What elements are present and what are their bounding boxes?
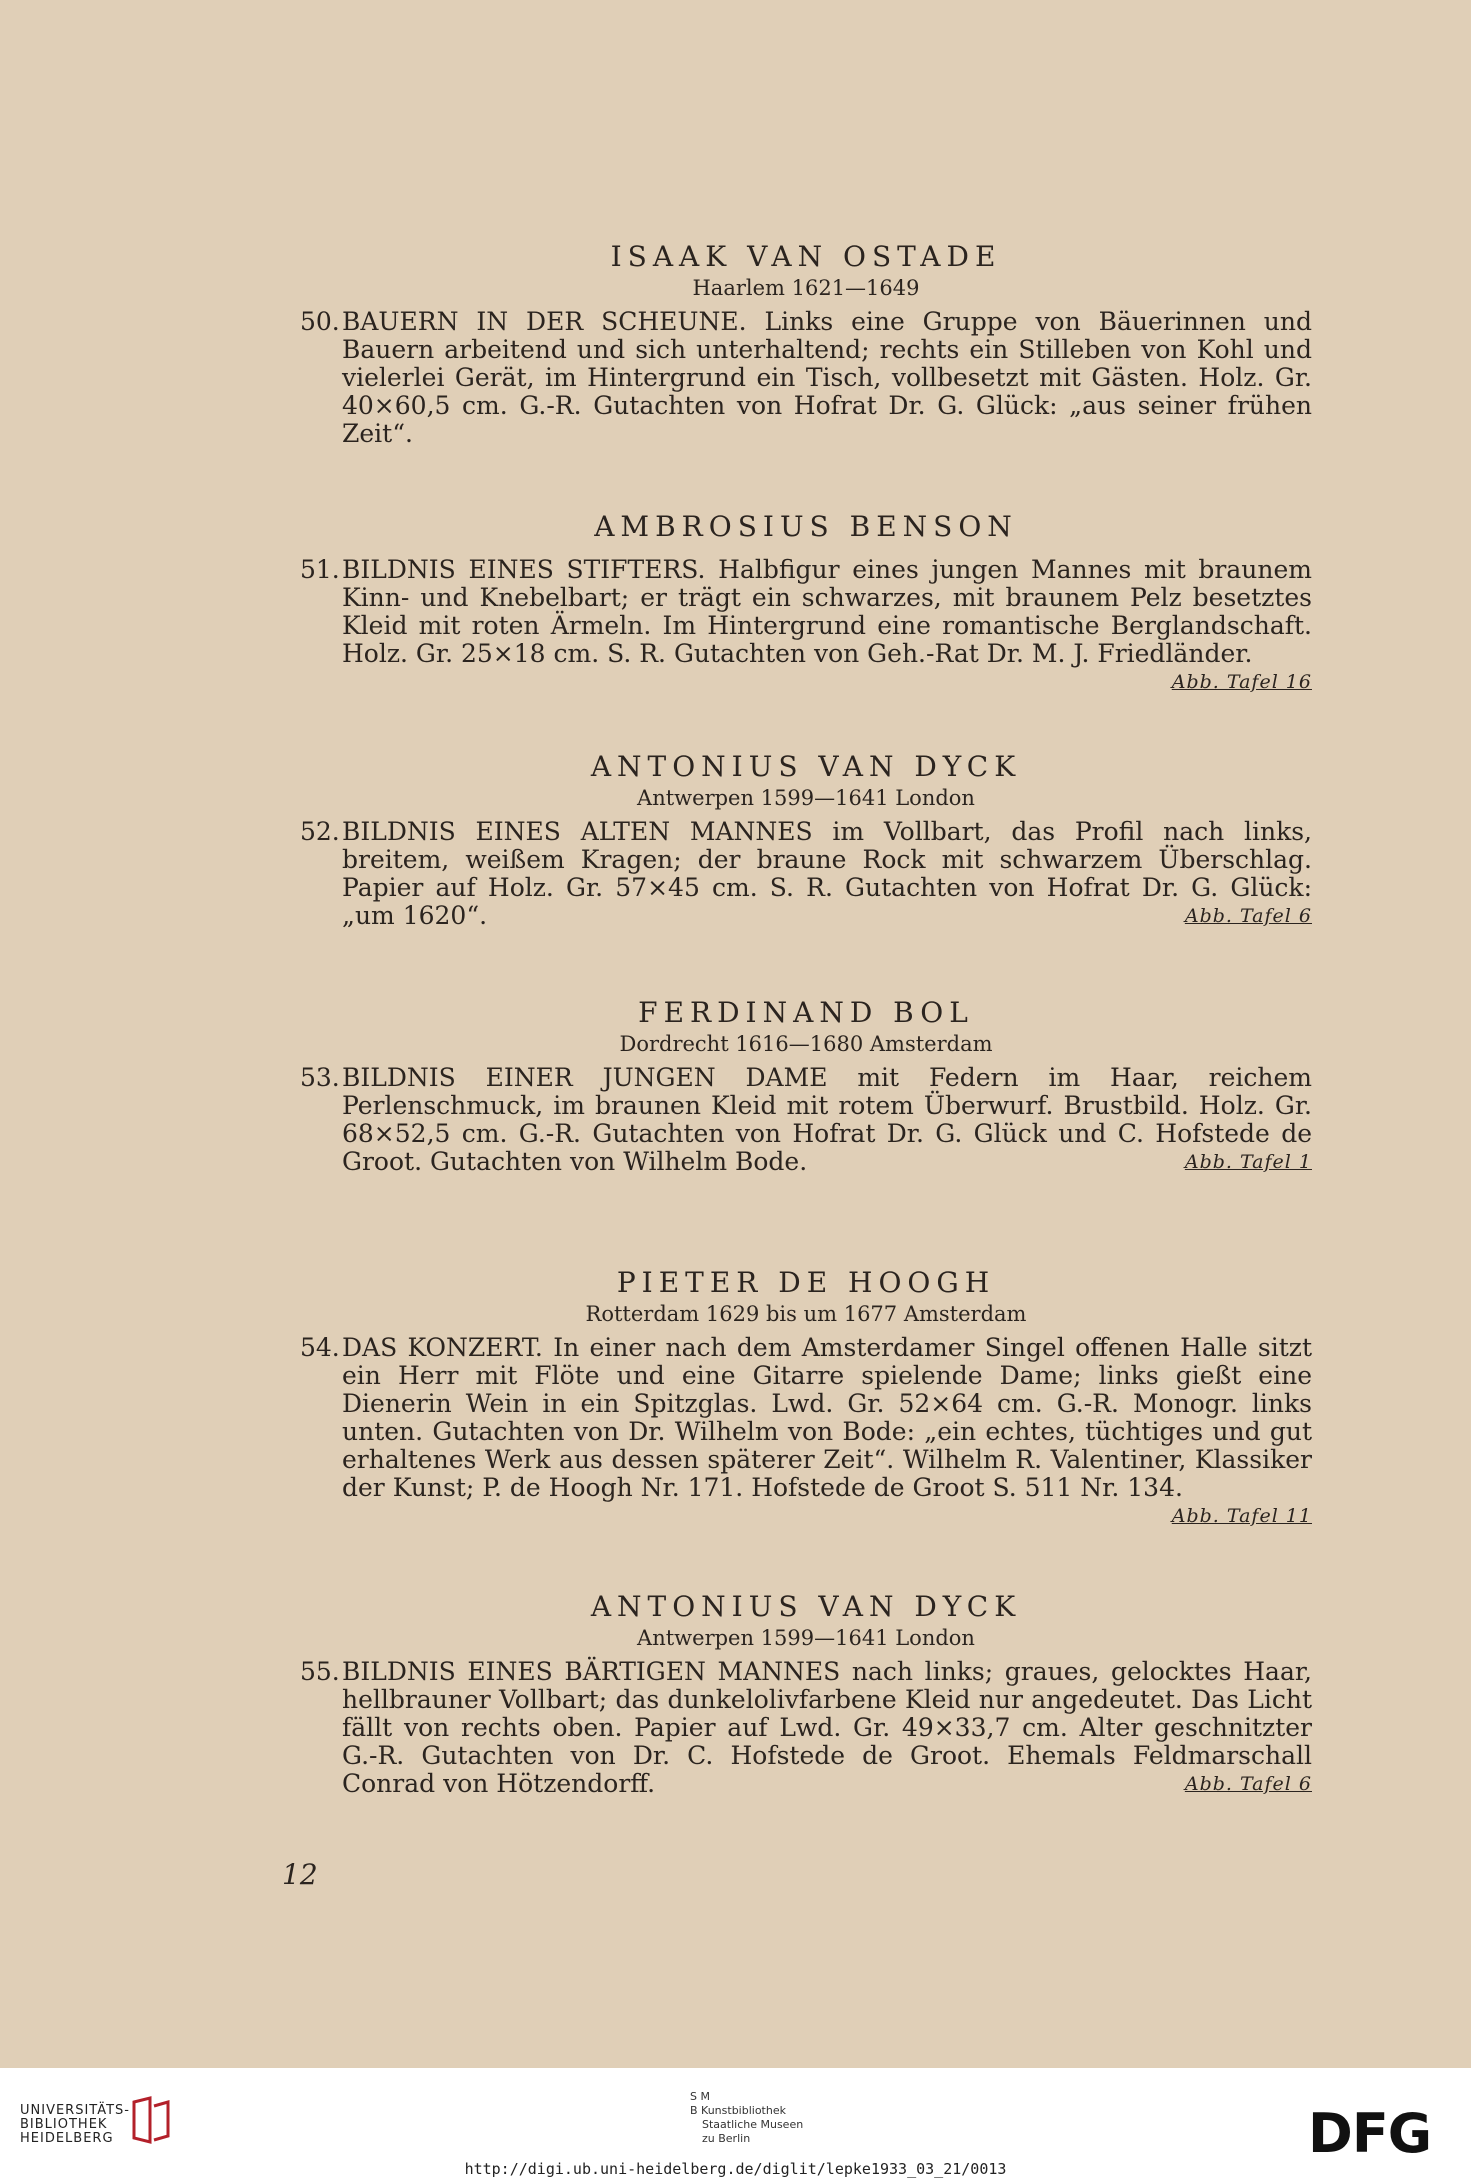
artist-heading: ANTONIUS VAN DYCK [590,750,1022,783]
logo-line: BIBLIOTHEK [20,2117,108,2132]
entry-text: BILDNIS EINER JUNGEN DAME mit Federn im Haar, reichem Perlenschmuck, im braunen Kleid mit rotem Überwurf. Brustbild. Holz. Gr. 68×52,5 cm. G.-R. Gutachten von Hofrat Dr. G. Glück und C. Hofstede de Groot. Gutachten von Wilhelm Bode. [342,1063,1312,1176]
artist-heading: AMBROSIUS BENSON [594,510,1018,543]
permalink-url[interactable]: http://digi.ub.uni-heidelberg.de/diglit/lepke1933_03_21/0013 [464,2160,1007,2178]
artist-dates: Dordrecht 1616—1680 Amsterdam [619,1032,993,1056]
plate-reference: Abb. Tafel 16 [1171,671,1312,693]
logo-line: zu Berlin [702,2132,751,2145]
entry-number: 55. [300,1657,340,1686]
university-library-logo[interactable] [20,2104,130,2146]
entry-text: BAUERN IN DER SCHEUNE. Links eine Gruppe von Bäuerinnen und Bauern arbeitend und sich unterhaltend; rechts ein Stilleben von Kohl und vielerlei Gerät, im Hintergrund ein Tisch, vollbesetzt mit Gästen. Holz. Gr. 40×60,5 cm. G.-R. Gutachten von Hofrat Dr. G. Glück: „aus seiner frühen Zeit“. [342,307,1312,448]
page-number: 12 [282,1858,318,1891]
entry-text: BILDNIS EINES BÄRTIGEN MANNES nach links; graues, gelocktes Haar, hellbrauner Vollbart; das dunkelolivfarbene Kleid nur angedeutet. Das Licht fällt von rechts oben. Papier auf Lwd. Gr. 49×33,7 cm. Alter geschnitzter G.-R. Gutachten von Dr. C. Hofstede de Groot. Ehemals Feldmarschall Conrad von Hötzendorff. [342,1657,1312,1798]
artist-dates: Antwerpen 1599—1641 London [637,786,975,810]
artist-heading: ANTONIUS VAN DYCK [590,1590,1022,1623]
logo-line: S M [690,2090,710,2103]
plate-reference: Abb. Tafel 11 [1171,1505,1312,1527]
university-mark-icon [130,2096,172,2144]
entry-number: 54. [300,1333,340,1362]
dfg-logo[interactable]: DFG [1308,2102,1432,2165]
logo-line: Staatliche Museen [702,2118,804,2131]
entry-number: 51. [300,555,340,584]
section-benson [300,510,1312,696]
plate-reference: Abb. Tafel 6 [1184,905,1312,927]
section-van-dyck-2 [300,1590,1312,1798]
entry-text: BILDNIS EINES ALTEN MANNES im Vollbart, das Profil nach links, breitem, weißem Kragen; der braune Rock mit schwarzem Überschlag. Papier auf Holz. Gr. 57×45 cm. S. R. Gutachten von Hofrat Dr. G. Glück: „um 1620“. [342,817,1312,930]
artist-dates: Rotterdam 1629 bis um 1677 Amsterdam [585,1302,1027,1326]
artist-dates: Antwerpen 1599—1641 London [637,1626,975,1650]
artist-dates: Haarlem 1621—1649 [692,276,920,300]
catalog-entry [300,1658,1312,1798]
entry-number: 50. [300,307,340,336]
section-de-hoogh [300,1266,1312,1530]
entry-text: DAS KONZERT. In einer nach dem Amsterdamer Singel offenen Halle sitzt ein Herr mit Flöte und eine Gitarre spielende Dame; links gießt eine Dienerin Wein in ein Spitzglas. Lwd. Gr. 52×64 cm. G.-R. Monogr. links unten. Gutachten von Dr. Wilhelm von Bode: „ein echtes, tüchtiges und gut erhaltenes Werk aus dessen späterer Zeit“. Wilhelm R. Valentiner, Klassiker der Kunst; P. de Hoogh Nr. 171. Hofstede de Groot S. 511 Nr. 134. [342,1333,1312,1502]
catalog-entry [300,818,1312,930]
section-bol [300,996,1312,1176]
artist-heading: ISAAK VAN OSTADE [610,240,1002,273]
catalog-entry [300,555,1312,693]
artist-heading: FERDINAND BOL [638,996,974,1029]
footer-bar [0,2068,1471,2182]
section-van-dyck-1 [300,750,1312,930]
entry-text: BILDNIS EINES STIFTERS. Halbfigur eines jungen Mannes mit braunem Kinn- und Knebelbart; er trägt ein schwarzes, mit braunem Pelz besetztes Kleid mit roten Ärmeln. Im Hintergrund eine romantische Berglandschaft. Holz. Gr. 25×18 cm. S. R. Gutachten von Geh.-Rat Dr. M. J. Friedländer. [342,555,1312,668]
entry-number: 52. [300,817,340,846]
plate-reference: Abb. Tafel 6 [1184,1773,1312,1795]
logo-line: B Kunstbibliothek [690,2104,786,2117]
catalog-entry [300,1064,1312,1176]
artist-heading: PIETER DE HOOGH [616,1266,996,1299]
museum-library-logo[interactable] [690,2090,803,2146]
entry-number: 53. [300,1063,340,1092]
section-ostade [300,240,1312,448]
logo-line: UNIVERSITÄTS- [20,2103,130,2118]
catalog-entry [300,308,1312,448]
catalog-entry [300,1333,1312,1527]
logo-line: HEIDELBERG [20,2131,114,2146]
plate-reference: Abb. Tafel 1 [1184,1151,1312,1173]
